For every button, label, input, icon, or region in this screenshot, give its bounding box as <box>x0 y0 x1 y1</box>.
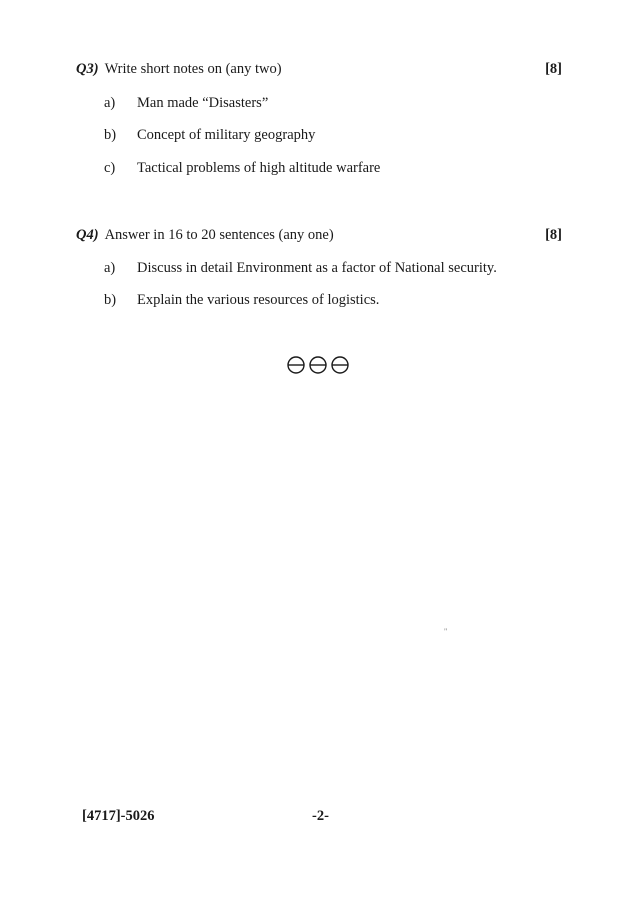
question-3-item-b <box>104 125 315 145</box>
question-3-item-a <box>104 93 268 113</box>
question-3-text: Write short notes on (any two) <box>104 61 282 77</box>
question-4-label: Q4) <box>76 227 99 243</box>
question-3-header <box>76 59 562 79</box>
item-letter: c) <box>104 160 116 176</box>
item-letter: b) <box>104 292 117 308</box>
theta-circles-icon <box>286 355 352 375</box>
question-4-marks: [8] <box>545 227 562 243</box>
question-4-item-a <box>104 258 497 278</box>
question-4-text: Answer in 16 to 20 sentences (any one) <box>104 227 334 243</box>
stray-mark: " <box>444 627 448 636</box>
item-text: Explain the various resources of logistics. <box>137 292 380 308</box>
item-letter: a) <box>104 260 116 276</box>
question-3-item-c <box>104 158 380 178</box>
question-4-header <box>76 225 562 245</box>
question-4-item-b <box>104 290 379 310</box>
page-number: -2- <box>312 808 329 824</box>
item-text: Man made “Disasters” <box>137 95 269 111</box>
paper-code: [4717]-5026 <box>82 808 155 824</box>
item-letter: b) <box>104 127 117 143</box>
item-letter: a) <box>104 95 116 111</box>
item-text: Discuss in detail Environment as a factor of National security. <box>137 260 497 276</box>
question-3-label: Q3) <box>76 61 99 77</box>
question-3-marks: [8] <box>545 61 562 77</box>
item-text: Tactical problems of high altitude warfare <box>137 160 381 176</box>
item-text: Concept of military geography <box>137 127 316 143</box>
